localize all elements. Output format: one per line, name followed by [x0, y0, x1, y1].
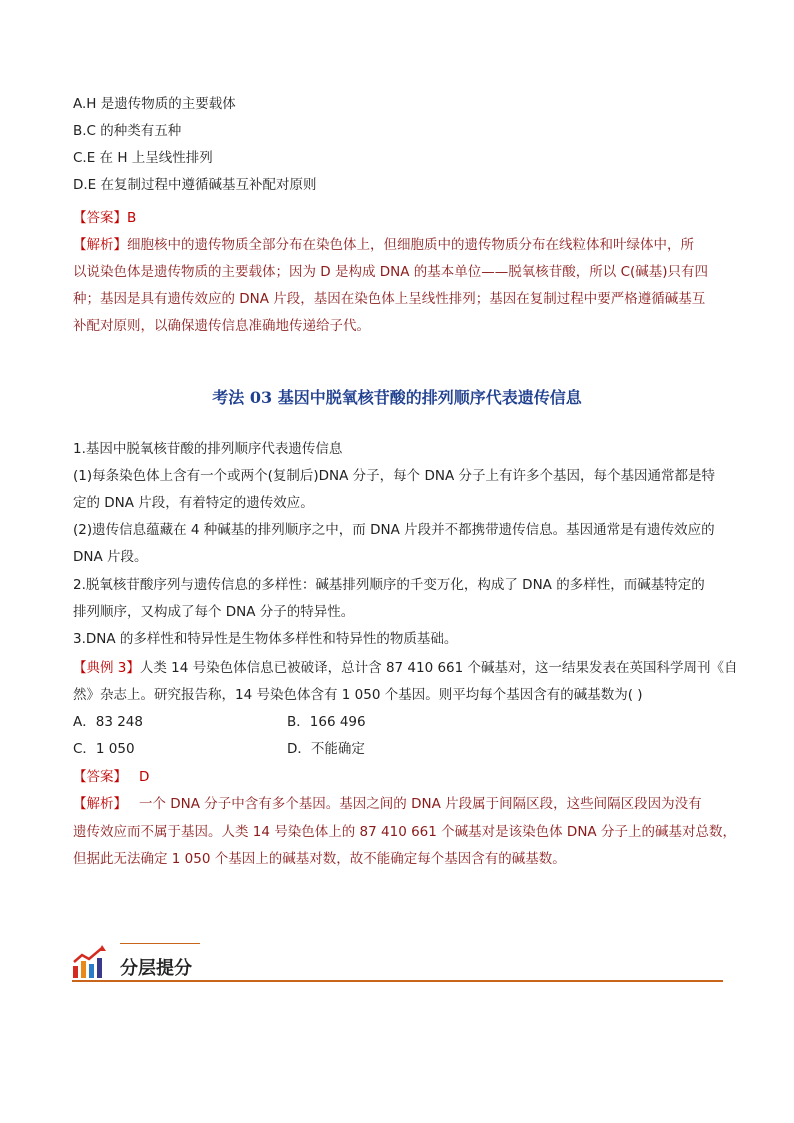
example-option-b: B．166 496: [287, 714, 366, 730]
example-options-row-1: [73, 713, 723, 732]
analysis-2-line-3: 但据此无法确定 1 050 个基因上的碱基对数，故不能确定每个基因含有的碱基数。: [73, 851, 566, 867]
option-d: D.E 在复制过程中遵循碱基互补配对原则: [73, 177, 317, 193]
example-label: 【典例 3】: [73, 660, 140, 676]
answer-2-value: D: [139, 769, 150, 785]
answer-1: 【答案】B: [73, 210, 137, 226]
option-a: A.H 是遗传物质的主要载体: [73, 96, 236, 112]
example-options-row-2: [73, 740, 723, 759]
analysis-2-line-1: [73, 795, 723, 814]
example-option-a: A．83 248: [73, 714, 143, 730]
analysis-2-text-1: 一个 DNA 分子中含有多个基因。基因之间的 DNA 片段属于间隔区段，这些间隔区段因为没有: [139, 796, 702, 812]
section-heading: 考法 03 基因中脱氧核苷酸的排列顺序代表遗传信息: [212, 388, 582, 407]
analysis-1-line-1: [73, 236, 723, 255]
example-line-2: 然》杂志上。研究报告称，14 号染色体含有 1 050 个基因。则平均每个基因含有的碱基数为( ): [73, 687, 643, 703]
analysis-1-line-4: 补配对原则，以确保遗传信息准确地传递给子代。: [73, 318, 370, 334]
analysis-1-text-1: 细胞核中的遗传物质全部分布在染色体上，但细胞质中的遗传物质分布在线粒体和叶绿体中，所: [127, 237, 694, 253]
analysis-1-line-2: 以说染色体是遗传物质的主要载体；因为 D 是构成 DNA 的基本单位——脱氧核苷酸，所以 C(碱基)只有四: [73, 264, 709, 280]
body-point-1: 1.基因中脱氧核苷酸的排列顺序代表遗传信息: [73, 441, 343, 457]
analysis-1-label: 【解析】: [73, 237, 127, 253]
example-option-d: D．不能确定: [287, 741, 365, 757]
answer-2: [73, 768, 723, 787]
analysis-2-label: 【解析】: [73, 796, 127, 812]
answer-2-label: 【答案】: [73, 769, 127, 785]
analysis-2-line-2: 遗传效应而不属于基因。人类 14 号染色体上的 87 410 661 个碱基对是该染色体 DNA 分子上的碱基对总数，: [73, 824, 736, 840]
body-point-1-1a: (1)每条染色体上含有一个或两个(复制后)DNA 分子，每个 DNA 分子上有许多个基因，每个基因通常都是特: [73, 468, 715, 484]
example-text-1: 人类 14 号染色体信息已被破译，总计含 87 410 661 个碱基对，这一结果发表在英国科学周刊《自: [139, 660, 738, 676]
body-point-1-2a: (2)遗传信息蕴藏在 4 种碱基的排列顺序之中，而 DNA 片段并不都携带遗传信息。基因通常是有遗传效应的: [73, 522, 715, 538]
section-top-rule: [120, 943, 200, 944]
body-point-1-2b: DNA 片段。: [73, 549, 148, 565]
section-footer-banner: [72, 940, 723, 985]
body-point-1-1b: 定的 DNA 片段，有着特定的遗传效应。: [73, 495, 314, 511]
option-c: C.E 在 H 上呈线性排列: [73, 150, 213, 166]
analysis-1-line-3: 种；基因是具有遗传效应的 DNA 片段，基因在染色体上呈线性排列；基因在复制过程中要严格遵循碱基互: [73, 291, 706, 307]
example-option-c: C．1 050: [73, 741, 135, 757]
section-footer-title: 分层提分: [120, 958, 192, 979]
bar-chart-arrow-icon: [72, 944, 108, 980]
body-point-3: 3.DNA 的多样性和特异性是生物体多样性和特异性的物质基础。: [73, 631, 458, 647]
option-b: B.C 的种类有五种: [73, 123, 182, 139]
body-point-2b: 排列顺序，又构成了每个 DNA 分子的特异性。: [73, 604, 355, 620]
section-bottom-rule: [72, 980, 723, 982]
example-line-1: [73, 659, 738, 678]
body-point-2a: 2.脱氧核苷酸序列与遗传信息的多样性：碱基排列顺序的千变万化，构成了 DNA 的多样性，而碱基特定的: [73, 577, 705, 593]
